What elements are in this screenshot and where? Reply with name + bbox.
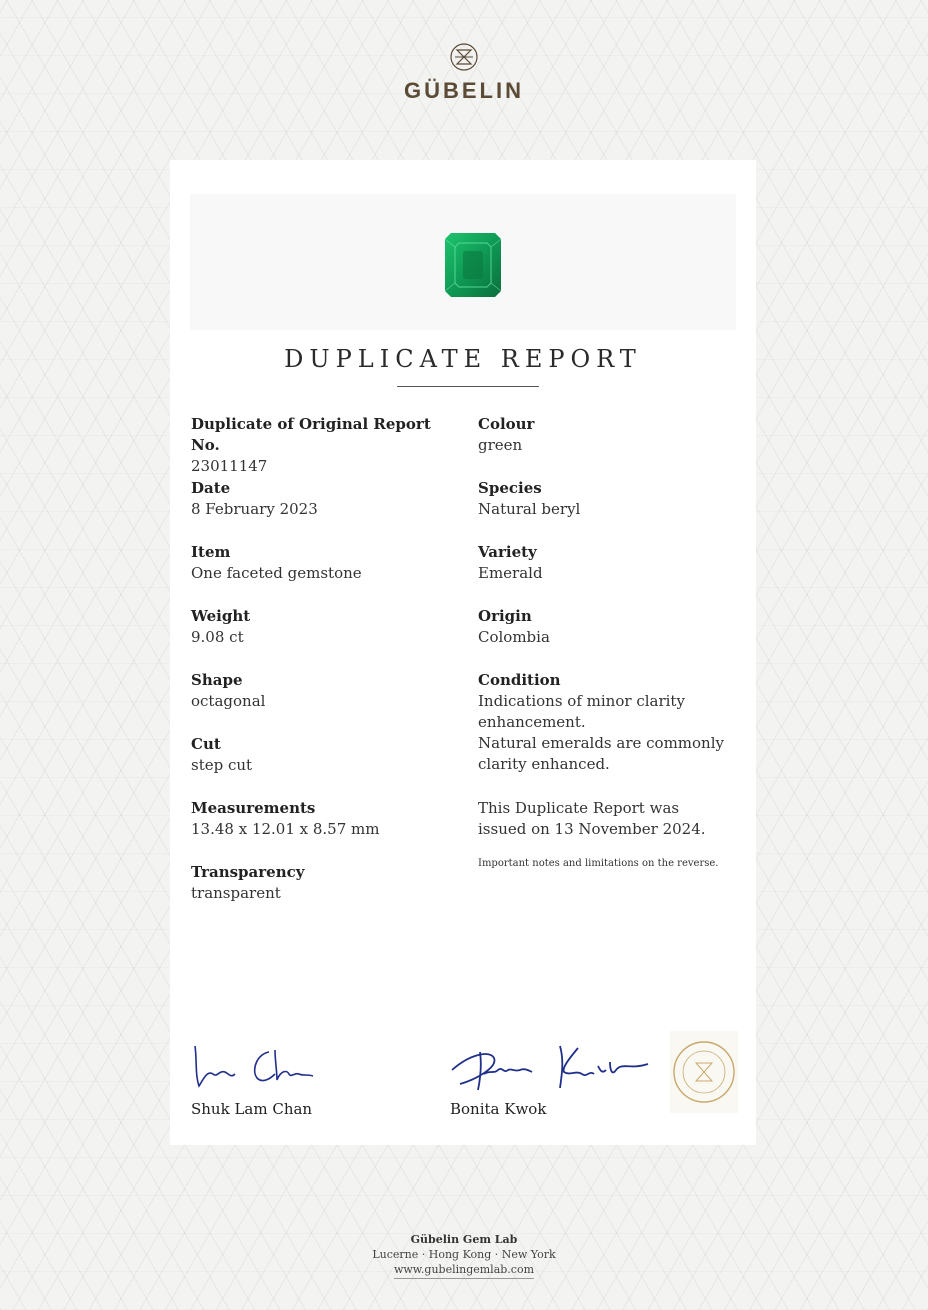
field-label: Origin — [478, 607, 532, 625]
field-value: Colombia — [478, 628, 550, 646]
brand-name: GÜBELIN — [404, 78, 524, 103]
field-measurements — [191, 798, 461, 840]
field-species — [478, 478, 743, 520]
field-value: octagonal — [191, 692, 266, 710]
field-variety — [478, 542, 743, 584]
hourglass-gem-icon — [449, 42, 479, 72]
reverse-note: Important notes and limitations on the reverse. — [478, 858, 719, 869]
handwritten-signature-icon — [450, 1040, 650, 1098]
footer-divider — [394, 1278, 534, 1279]
footer-website-link[interactable]: www.gubelingemlab.com — [393, 1263, 535, 1276]
field-label: Item — [191, 543, 231, 561]
field-value: green — [478, 436, 523, 454]
report-title: DUPLICATE REPORT — [284, 345, 642, 373]
field-label: Transparency — [191, 863, 305, 881]
signature-block-1 — [191, 1040, 321, 1118]
issued-line: issued on 13 November 2024. — [478, 820, 706, 838]
field-value: 8 February 2023 — [191, 500, 318, 518]
field-colour — [478, 414, 743, 456]
field-date — [191, 478, 461, 520]
field-transparency — [191, 862, 461, 904]
field-value-line: Indications of minor clarity — [478, 692, 685, 710]
field-value: One faceted gemstone — [191, 564, 362, 582]
field-label: Duplicate of Original Report No. — [191, 415, 431, 454]
issued-statement — [478, 798, 743, 840]
field-value: 9.08 ct — [191, 628, 244, 646]
field-condition — [478, 670, 743, 775]
field-cut — [191, 734, 461, 776]
signatory-name: Bonita Kwok — [450, 1100, 547, 1118]
field-value: transparent — [191, 884, 281, 902]
field-shape — [191, 670, 461, 712]
field-label: Species — [478, 479, 542, 497]
field-label: Measurements — [191, 799, 316, 817]
signatory-name: Shuk Lam Chan — [191, 1100, 313, 1118]
field-value-line: Natural emeralds are commonly — [478, 734, 724, 752]
emerald-gem-icon — [443, 231, 503, 299]
field-value: Natural beryl — [478, 500, 581, 518]
lab-seal — [670, 1031, 738, 1113]
report-card — [170, 160, 756, 1145]
issued-line: This Duplicate Report was — [478, 799, 680, 817]
footer-cities: Lucerne · Hong Kong · New York — [372, 1248, 556, 1261]
field-value: step cut — [191, 756, 253, 774]
field-value: 23011147 — [191, 457, 268, 475]
field-label: Shape — [191, 671, 243, 689]
field-label: Colour — [478, 415, 535, 433]
brand-header — [0, 42, 928, 104]
field-original-report-no — [191, 414, 461, 477]
footer-lab-name: Gübelin Gem Lab — [410, 1233, 518, 1246]
field-value-line: enhancement. — [478, 713, 586, 731]
field-origin — [478, 606, 743, 648]
field-label: Cut — [191, 735, 221, 753]
title-divider — [397, 386, 539, 387]
handwritten-signature-icon — [191, 1040, 321, 1098]
field-label: Condition — [478, 671, 561, 689]
field-value-line: clarity enhanced. — [478, 755, 610, 773]
field-value: Emerald — [478, 564, 543, 582]
field-label: Variety — [478, 543, 537, 561]
field-value: 13.48 x 12.01 x 8.57 mm — [191, 820, 380, 838]
field-label: Date — [191, 479, 231, 497]
signature-block-2 — [450, 1040, 650, 1118]
lab-seal-icon — [670, 1031, 738, 1113]
field-item — [191, 542, 461, 584]
gem-photo-area — [190, 194, 736, 330]
field-label: Weight — [191, 607, 251, 625]
footer — [0, 1232, 928, 1279]
field-weight — [191, 606, 461, 648]
